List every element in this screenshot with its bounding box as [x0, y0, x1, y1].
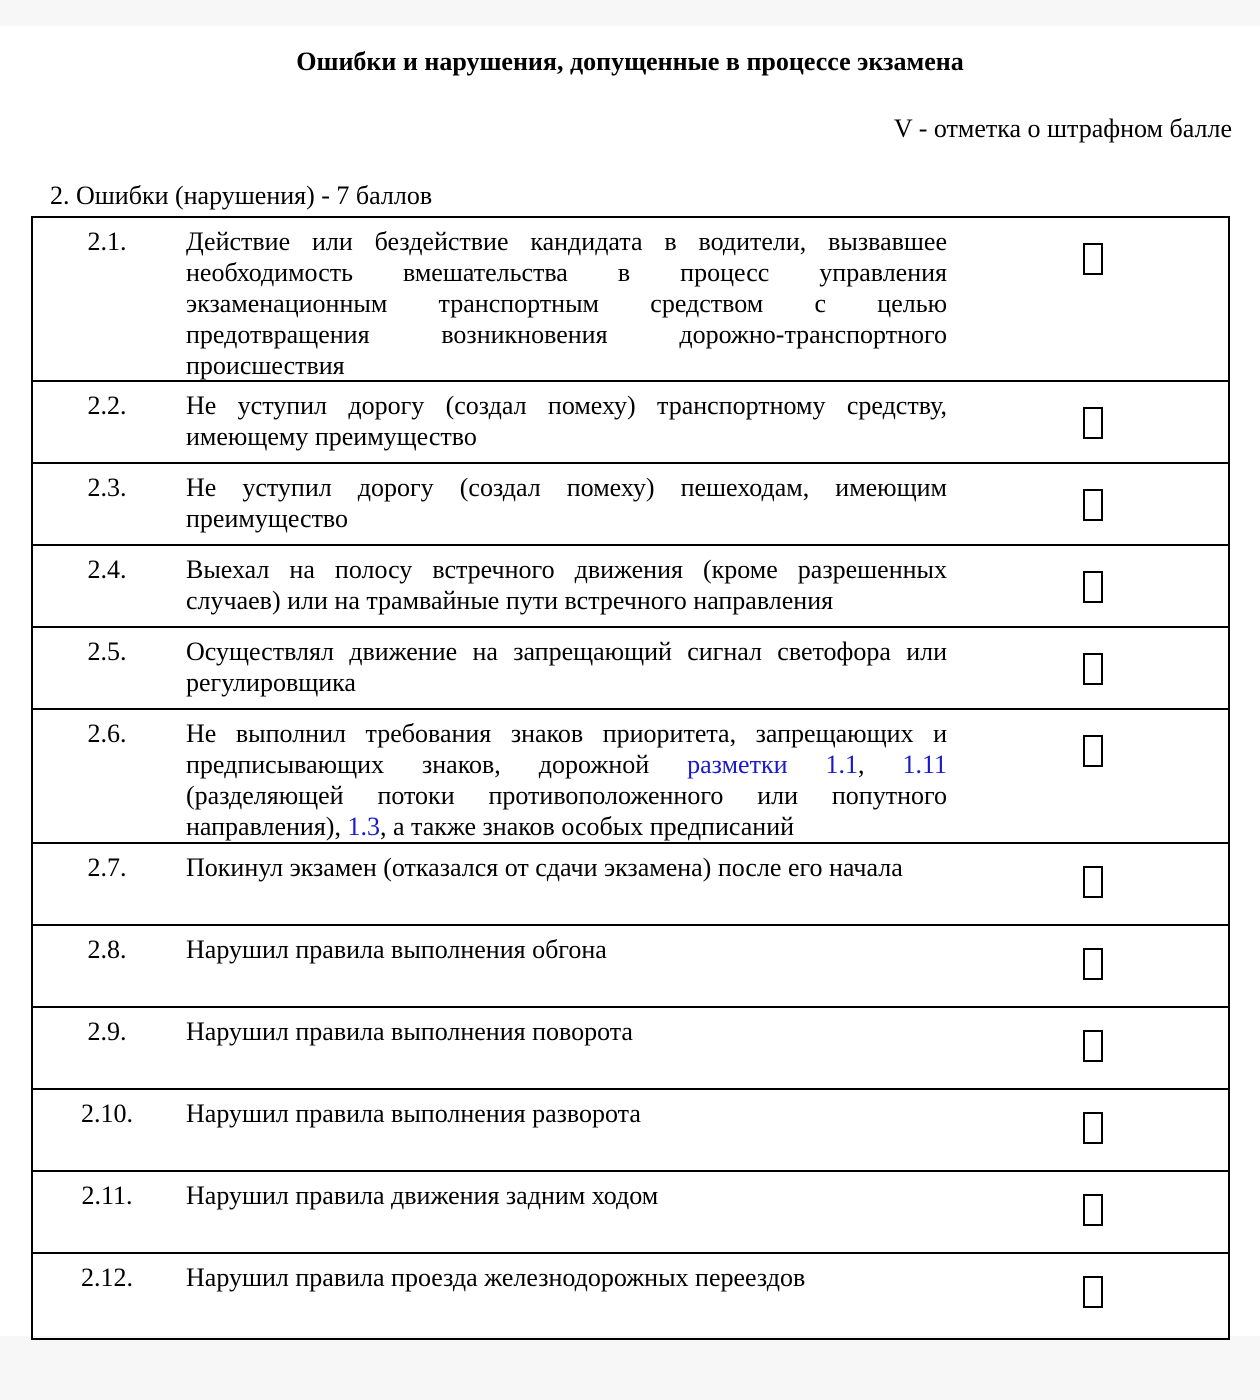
penalty-mark-legend: V - отметка о штрафном балле: [893, 114, 1232, 143]
link-razmetki[interactable]: разметки: [687, 750, 788, 779]
penalty-checkbox[interactable]: [1083, 948, 1103, 980]
table-row: [33, 546, 1228, 628]
penalty-checkbox[interactable]: [1083, 1112, 1103, 1144]
item-number: 2.3.: [87, 473, 127, 502]
table-row: [33, 926, 1228, 1008]
table-row: [33, 710, 1228, 844]
item-text: Не уступил дорогу (создал помеху) пешеходам, имеющим преимущество: [186, 473, 947, 533]
table-row: [33, 382, 1228, 464]
link-marking-1-11[interactable]: 1.11: [902, 750, 947, 779]
table-row: [33, 464, 1228, 546]
item-text: Покинул экзамен (отказался от сдачи экзамена) после его начала: [186, 853, 903, 882]
table-row: [33, 1090, 1228, 1172]
penalty-checkbox[interactable]: [1083, 866, 1103, 898]
item-number: 2.4.: [87, 555, 127, 584]
violations-table: [31, 216, 1230, 1340]
penalty-checkbox[interactable]: [1083, 1194, 1103, 1226]
penalty-checkbox[interactable]: [1083, 1030, 1103, 1062]
table-row: [33, 628, 1228, 710]
page-title: Ошибки и нарушения, допущенные в процессе экзамена: [296, 47, 964, 76]
item-text: Нарушил правила проезда железнодорожных переездов: [186, 1263, 806, 1292]
link-marking-1-1[interactable]: 1.1: [825, 750, 858, 779]
item-text-part: Не выполнил требования знаков приоритета, запрещающих и предписывающих знаков, дорожной: [186, 719, 947, 779]
item-text: Нарушил правила выполнения обгона: [186, 935, 607, 964]
item-number: 2.8.: [87, 935, 127, 964]
table-row: [33, 844, 1228, 926]
penalty-checkbox[interactable]: [1083, 653, 1103, 685]
item-text: Действие или бездействие кандидата в водители, вызвавшее необходимость вмешательства в процесс управления экзаменационным транспортным средством с целью предотвращения возникновения дорожно-транспортного происшествия: [186, 227, 947, 380]
item-number: 2.11.: [81, 1181, 133, 1210]
item-text: Выехал на полосу встречного движения (кроме разрешенных случаев) или на трамвайные пути встречного направления: [186, 555, 947, 615]
penalty-checkbox[interactable]: [1083, 407, 1103, 439]
link-marking-1-3[interactable]: 1.3: [347, 812, 380, 841]
item-number: 2.2.: [87, 391, 127, 420]
item-text: [186, 718, 947, 842]
item-text-part: , а также знаков особых предписаний: [379, 812, 795, 841]
item-text: Нарушил правила выполнения разворота: [186, 1099, 641, 1128]
item-text: Нарушил правила выполнения поворота: [186, 1017, 633, 1046]
table-row: [33, 1008, 1228, 1090]
section-heading: 2. Ошибки (нарушения) - 7 баллов: [50, 181, 433, 210]
item-number: 2.12.: [81, 1263, 133, 1292]
penalty-checkbox[interactable]: [1083, 489, 1103, 521]
item-text: Нарушил правила движения задним ходом: [186, 1181, 659, 1210]
penalty-checkbox[interactable]: [1083, 571, 1103, 603]
item-number: 2.10.: [81, 1099, 133, 1128]
item-number: 2.6.: [87, 719, 127, 748]
item-text-separator: ,: [857, 750, 903, 779]
penalty-checkbox[interactable]: [1083, 735, 1103, 767]
table-row: [33, 1172, 1228, 1254]
table-row: [33, 218, 1228, 382]
item-text: Не уступил дорогу (создал помеху) транспортному средству, имеющему преимущество: [186, 391, 947, 451]
item-text-space: [787, 750, 825, 779]
penalty-checkbox[interactable]: [1083, 243, 1103, 275]
table-row: [33, 1254, 1228, 1338]
item-number: 2.9.: [87, 1017, 127, 1046]
item-number: 2.7.: [87, 853, 127, 882]
item-number: 2.5.: [87, 637, 127, 666]
item-text-part: (разделяющей потоки противоположенного или попутного направления),: [186, 781, 947, 841]
item-number: 2.1.: [87, 227, 127, 256]
item-text: Осуществлял движение на запрещающий сигнал светофора или регулировщика: [186, 637, 947, 697]
penalty-checkbox[interactable]: [1083, 1276, 1103, 1308]
